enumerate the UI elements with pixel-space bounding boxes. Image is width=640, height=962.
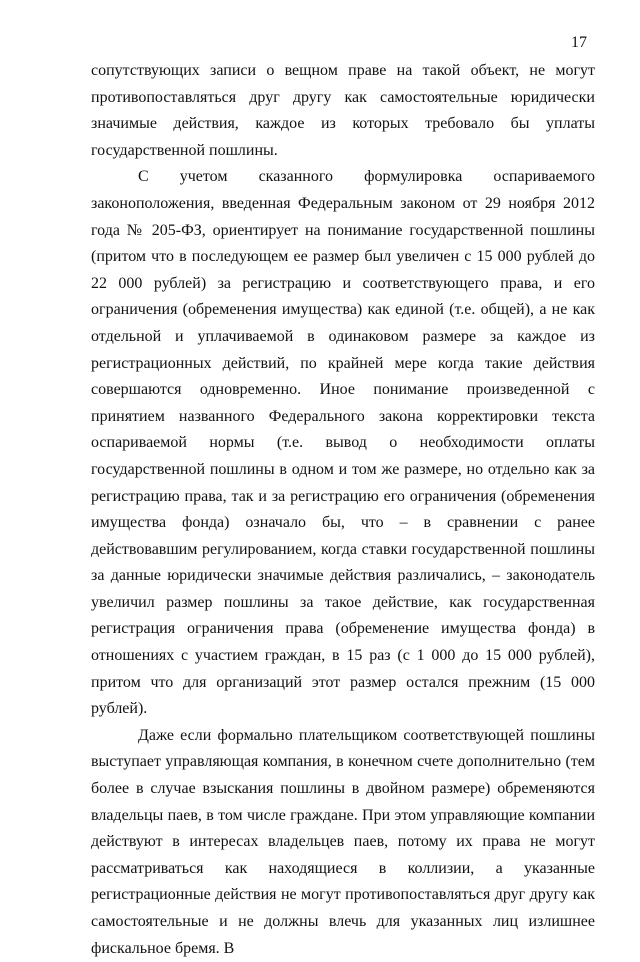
document-body (91, 58, 595, 962)
page-number: 17 (571, 34, 587, 51)
paragraph-management-company: Даже если формально плательщиком соответствующей пошлины выступает управляющая компания, в конечном счете дополнительно (тем более в случае взыскания пошлины в двойном размере) обременяются владельцы паев, в том числе граждане. При этом управляющие компании действуют в интересах владельцев паев, потому их права не могут рассматриваться как находящиеся в коллизии, а указанные регистрационные действия не могут противопоставляться друг другу как самостоятельные и не должны влечь для указанных лиц излишнее фискальное бремя. В (91, 726, 595, 957)
paragraph-state-fee-interpretation: С учетом сказанного формулировка оспариваемого законоположения, введенная Федеральным законом от 29 ноября 2012 года № 205-ФЗ, ориентирует на понимание государственной пошлины (притом что в последующем ее размер был увеличен с 15 000 рублей до 22 000 рублей) за регистрацию и соответствующего права, и его ограничения (обременения имущества) как единой (т.е. общей), а не как отдельной и уплачиваемой в одинаковом размере за каждое из регистрационных действий, по крайней мере когда такие действия совершаются одновременно. Иное понимание произведенной с принятием названного Федерального закона корректировки текста оспариваемой нормы (т.е. вывод о необходимости оплаты государственной пошлины в одном и том же размере, но отдельно как за регистрацию права, так и за регистрацию его ограничения (обременения имущества фонда) означало бы, что – в сравнении с ранее действовавшим регулированием, когда ставки государственной пошлины за данные юридически значимые действия различались, – законодатель увеличил размер пошлины за такое действие, как государственная регистрация ограничения права (обременение имущества фонда) в отношениях с участием граждан, в 15 раз (с 1 000 до 15 000 рублей), притом что для организаций этот размер остался прежним (15 000 рублей). (91, 168, 595, 718)
paragraph-continuation: сопутствующих записи о вещном праве на такой объект, не могут противопоставляться друг другу как самостоятельные юридически значимые действия, каждое из которых требовало бы уплаты государственной пошлины. (91, 62, 595, 159)
